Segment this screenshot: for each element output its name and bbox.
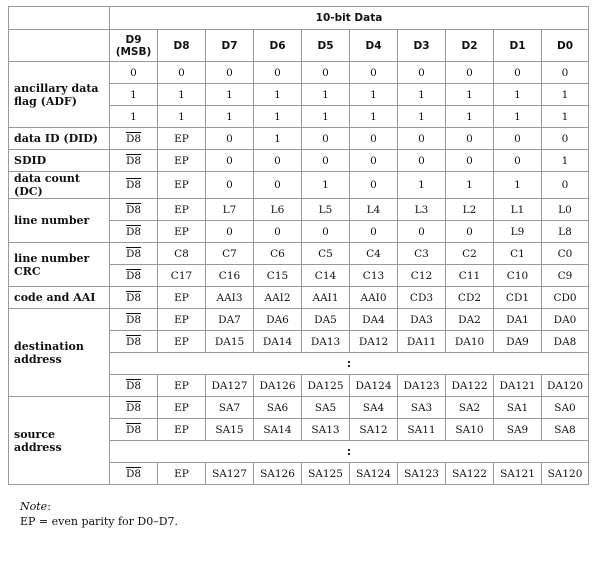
bit-value-cell: D8 (110, 331, 158, 353)
bit-value-cell: 1 (494, 106, 542, 128)
bit-value-cell: D8 (110, 221, 158, 243)
bit-value-cell: L8 (542, 221, 589, 243)
bit-value-cell: DA11 (398, 331, 446, 353)
bit-value-cell: L0 (542, 199, 589, 221)
bit-value-cell: SA126 (254, 463, 302, 485)
bit-value-cell: SA7 (206, 397, 254, 419)
bit-value-cell: 1 (110, 84, 158, 106)
bit-column-header: D7 (206, 30, 254, 62)
bit-column-header: D6 (254, 30, 302, 62)
bit-value-cell: DA120 (542, 375, 589, 397)
bit-value-cell: DA15 (206, 331, 254, 353)
field-name-cell: code and AAI (9, 287, 110, 309)
bit-value-cell: DA7 (206, 309, 254, 331)
bit-value-cell: 0 (350, 128, 398, 150)
bit-value-cell: DA1 (494, 309, 542, 331)
table-note: Note: EP = even parity for D0–D7. (20, 499, 588, 529)
bit-value-cell: 0 (206, 172, 254, 199)
bit-value-cell: EP (158, 221, 206, 243)
bit-value-cell: C16 (206, 265, 254, 287)
bit-value-cell: 1 (542, 106, 589, 128)
bit-value-cell: DA126 (254, 375, 302, 397)
bit-value-cell: 0 (494, 62, 542, 84)
bit-value-cell: SA6 (254, 397, 302, 419)
bit-column-header: D5 (302, 30, 350, 62)
bit-value-cell: DA13 (302, 331, 350, 353)
bit-value-cell: SA121 (494, 463, 542, 485)
bit-value-cell: L4 (350, 199, 398, 221)
document (8, 6, 588, 529)
bit-value-cell: 0 (350, 62, 398, 84)
bit-value-cell: 0 (542, 62, 589, 84)
bit-value-cell: 1 (206, 106, 254, 128)
bit-value-cell: AAI3 (206, 287, 254, 309)
continuation-cell: : (110, 353, 589, 375)
bit-value-cell: 0 (254, 172, 302, 199)
bit-value-cell: 0 (206, 221, 254, 243)
table-body (9, 62, 589, 485)
bit-column-header: D1 (494, 30, 542, 62)
bit-value-cell: 1 (446, 84, 494, 106)
bit-value-cell: 0 (542, 128, 589, 150)
bit-column-header: D8 (158, 30, 206, 62)
bit-value-cell: 0 (542, 172, 589, 199)
bit-value-cell: 0 (254, 62, 302, 84)
bit-value-cell: 0 (302, 128, 350, 150)
bit-value-cell: C6 (254, 243, 302, 265)
bit-value-cell: 0 (398, 62, 446, 84)
bit-value-cell: 1 (350, 106, 398, 128)
bit-value-cell: 1 (494, 84, 542, 106)
bit-value-cell: 1 (110, 106, 158, 128)
bit-value-cell: EP (158, 375, 206, 397)
bit-value-cell: EP (158, 150, 206, 172)
bit-value-cell: EP (158, 128, 206, 150)
field-name-cell: data count (DC) (9, 172, 110, 199)
bit-value-cell: 1 (398, 172, 446, 199)
bit-value-cell: C10 (494, 265, 542, 287)
group-header: 10-bit Data (110, 7, 589, 30)
bit-column-header: D0 (542, 30, 589, 62)
bit-value-cell: SA3 (398, 397, 446, 419)
bit-value-cell: 0 (494, 150, 542, 172)
bit-value-cell: DA127 (206, 375, 254, 397)
bit-value-cell: C7 (206, 243, 254, 265)
bit-value-cell: 0 (110, 62, 158, 84)
bit-value-cell: DA122 (446, 375, 494, 397)
bit-column-header: D9 (MSB) (110, 30, 158, 62)
bit-value-cell: 0 (446, 150, 494, 172)
bit-value-cell: L9 (494, 221, 542, 243)
bit-value-cell: DA125 (302, 375, 350, 397)
bit-value-cell: 0 (398, 150, 446, 172)
bit-value-cell: 1 (542, 84, 589, 106)
bit-value-cell: SA10 (446, 419, 494, 441)
bit-value-cell: 1 (350, 84, 398, 106)
bit-column-header: D3 (398, 30, 446, 62)
bit-value-cell: 0 (158, 62, 206, 84)
bit-value-cell: SA1 (494, 397, 542, 419)
bit-value-cell: C0 (542, 243, 589, 265)
bit-value-cell: 0 (398, 221, 446, 243)
bit-value-cell: 1 (494, 172, 542, 199)
bit-value-cell: EP (158, 287, 206, 309)
bit-value-cell: L7 (206, 199, 254, 221)
bit-value-cell: C11 (446, 265, 494, 287)
bit-value-cell: C1 (494, 243, 542, 265)
bit-header-row (9, 30, 589, 62)
bit-value-cell: 0 (302, 62, 350, 84)
bit-value-cell: C9 (542, 265, 589, 287)
bit-value-cell: DA123 (398, 375, 446, 397)
bit-value-cell: 0 (254, 150, 302, 172)
bit-value-cell: DA4 (350, 309, 398, 331)
bit-value-cell: 0 (446, 221, 494, 243)
bit-value-cell: 0 (350, 221, 398, 243)
note-text: EP = even parity for D0–D7. (20, 515, 179, 528)
bit-value-cell: DA10 (446, 331, 494, 353)
bit-value-cell: DA3 (398, 309, 446, 331)
bit-value-cell: SA14 (254, 419, 302, 441)
bit-value-cell: DA9 (494, 331, 542, 353)
bit-value-cell: 0 (398, 128, 446, 150)
bit-value-cell: C13 (350, 265, 398, 287)
bit-column-header: D4 (350, 30, 398, 62)
bit-value-cell: 0 (206, 150, 254, 172)
bit-value-cell: DA12 (350, 331, 398, 353)
bit-value-cell: AAI1 (302, 287, 350, 309)
bit-value-cell: 0 (302, 221, 350, 243)
bit-value-cell: 0 (206, 128, 254, 150)
bit-value-cell: CD3 (398, 287, 446, 309)
bit-value-cell: D8 (110, 243, 158, 265)
table-row (9, 150, 589, 172)
field-name-cell: data ID (DID) (9, 128, 110, 150)
table-row (9, 199, 589, 221)
ancillary-data-table (8, 6, 589, 485)
bit-value-cell: DA14 (254, 331, 302, 353)
bit-value-cell: CD0 (542, 287, 589, 309)
bit-value-cell: 0 (446, 62, 494, 84)
bit-value-cell: 1 (446, 106, 494, 128)
bit-value-cell: C4 (350, 243, 398, 265)
bit-value-cell: EP (158, 309, 206, 331)
bit-value-cell: SA15 (206, 419, 254, 441)
field-name-cell: line number CRC (9, 243, 110, 287)
bit-value-cell: SA11 (398, 419, 446, 441)
bit-value-cell: C12 (398, 265, 446, 287)
bit-value-cell: EP (158, 331, 206, 353)
table-row (9, 309, 589, 331)
bit-value-cell: DA2 (446, 309, 494, 331)
bit-value-cell: D8 (110, 265, 158, 287)
bit-value-cell: L1 (494, 199, 542, 221)
bit-value-cell: D8 (110, 375, 158, 397)
bit-value-cell: D8 (110, 463, 158, 485)
bit-value-cell: D8 (110, 128, 158, 150)
bit-value-cell: 1 (398, 84, 446, 106)
bit-value-cell: SA4 (350, 397, 398, 419)
bit-value-cell: SA13 (302, 419, 350, 441)
bit-value-cell: SA8 (542, 419, 589, 441)
bit-value-cell: 0 (302, 150, 350, 172)
note-label: Note (20, 500, 48, 513)
bit-value-cell: SA12 (350, 419, 398, 441)
bit-value-cell: D8 (110, 309, 158, 331)
bit-value-cell: AAI0 (350, 287, 398, 309)
bit-value-cell: CD1 (494, 287, 542, 309)
header-blank-cell (9, 30, 110, 62)
bit-value-cell: 0 (206, 62, 254, 84)
field-name-cell: ancillary data flag (ADF) (9, 62, 110, 128)
bit-value-cell: SA123 (398, 463, 446, 485)
table-row (9, 397, 589, 419)
bit-value-cell: 1 (158, 106, 206, 128)
bit-value-cell: EP (158, 199, 206, 221)
bit-value-cell: C2 (446, 243, 494, 265)
table-row (9, 287, 589, 309)
bit-value-cell: L2 (446, 199, 494, 221)
bit-value-cell: D8 (110, 150, 158, 172)
bit-value-cell: AAI2 (254, 287, 302, 309)
bit-value-cell: DA5 (302, 309, 350, 331)
bit-value-cell: L3 (398, 199, 446, 221)
bit-value-cell: 1 (302, 84, 350, 106)
bit-value-cell: 1 (446, 172, 494, 199)
bit-value-cell: D8 (110, 287, 158, 309)
bit-value-cell: 0 (494, 128, 542, 150)
corner-cell (9, 7, 110, 30)
bit-value-cell: DA124 (350, 375, 398, 397)
bit-value-cell: EP (158, 419, 206, 441)
bit-value-cell: C8 (158, 243, 206, 265)
bit-value-cell: SA2 (446, 397, 494, 419)
bit-value-cell: DA8 (542, 331, 589, 353)
bit-column-header: D2 (446, 30, 494, 62)
bit-value-cell: D8 (110, 199, 158, 221)
bit-value-cell: 0 (350, 172, 398, 199)
bit-value-cell: 0 (350, 150, 398, 172)
bit-value-cell: EP (158, 172, 206, 199)
bit-value-cell: SA122 (446, 463, 494, 485)
bit-value-cell: 1 (254, 106, 302, 128)
bit-value-cell: 1 (302, 106, 350, 128)
continuation-cell: : (110, 441, 589, 463)
bit-value-cell: SA127 (206, 463, 254, 485)
bit-value-cell: DA0 (542, 309, 589, 331)
bit-value-cell: DA121 (494, 375, 542, 397)
bit-value-cell: L6 (254, 199, 302, 221)
bit-value-cell: SA120 (542, 463, 589, 485)
bit-value-cell: C15 (254, 265, 302, 287)
bit-value-cell: SA5 (302, 397, 350, 419)
table-row (9, 62, 589, 84)
bit-value-cell: DA6 (254, 309, 302, 331)
table-row (9, 243, 589, 265)
bit-value-cell: 1 (254, 84, 302, 106)
bit-value-cell: EP (158, 397, 206, 419)
bit-value-cell: 1 (542, 150, 589, 172)
table-row (9, 128, 589, 150)
bit-value-cell: 1 (302, 172, 350, 199)
field-name-cell: destination address (9, 309, 110, 397)
bit-value-cell: L5 (302, 199, 350, 221)
bit-value-cell: 1 (398, 106, 446, 128)
bit-value-cell: 0 (254, 221, 302, 243)
bit-value-cell: 0 (446, 128, 494, 150)
bit-value-cell: SA0 (542, 397, 589, 419)
bit-value-cell: SA9 (494, 419, 542, 441)
bit-value-cell: CD2 (446, 287, 494, 309)
bit-value-cell: C5 (302, 243, 350, 265)
bit-value-cell: 1 (158, 84, 206, 106)
bit-value-cell: D8 (110, 419, 158, 441)
bit-value-cell: SA125 (302, 463, 350, 485)
field-name-cell: line number (9, 199, 110, 243)
table-row (9, 172, 589, 199)
bit-value-cell: 1 (206, 84, 254, 106)
bit-value-cell: D8 (110, 172, 158, 199)
field-name-cell: SDID (9, 150, 110, 172)
bit-value-cell: D8 (110, 397, 158, 419)
bit-value-cell: C17 (158, 265, 206, 287)
field-name-cell: source address (9, 397, 110, 485)
bit-value-cell: 1 (254, 128, 302, 150)
bit-value-cell: C14 (302, 265, 350, 287)
table-header (9, 7, 589, 62)
bit-value-cell: EP (158, 463, 206, 485)
bit-value-cell: C3 (398, 243, 446, 265)
bit-value-cell: SA124 (350, 463, 398, 485)
